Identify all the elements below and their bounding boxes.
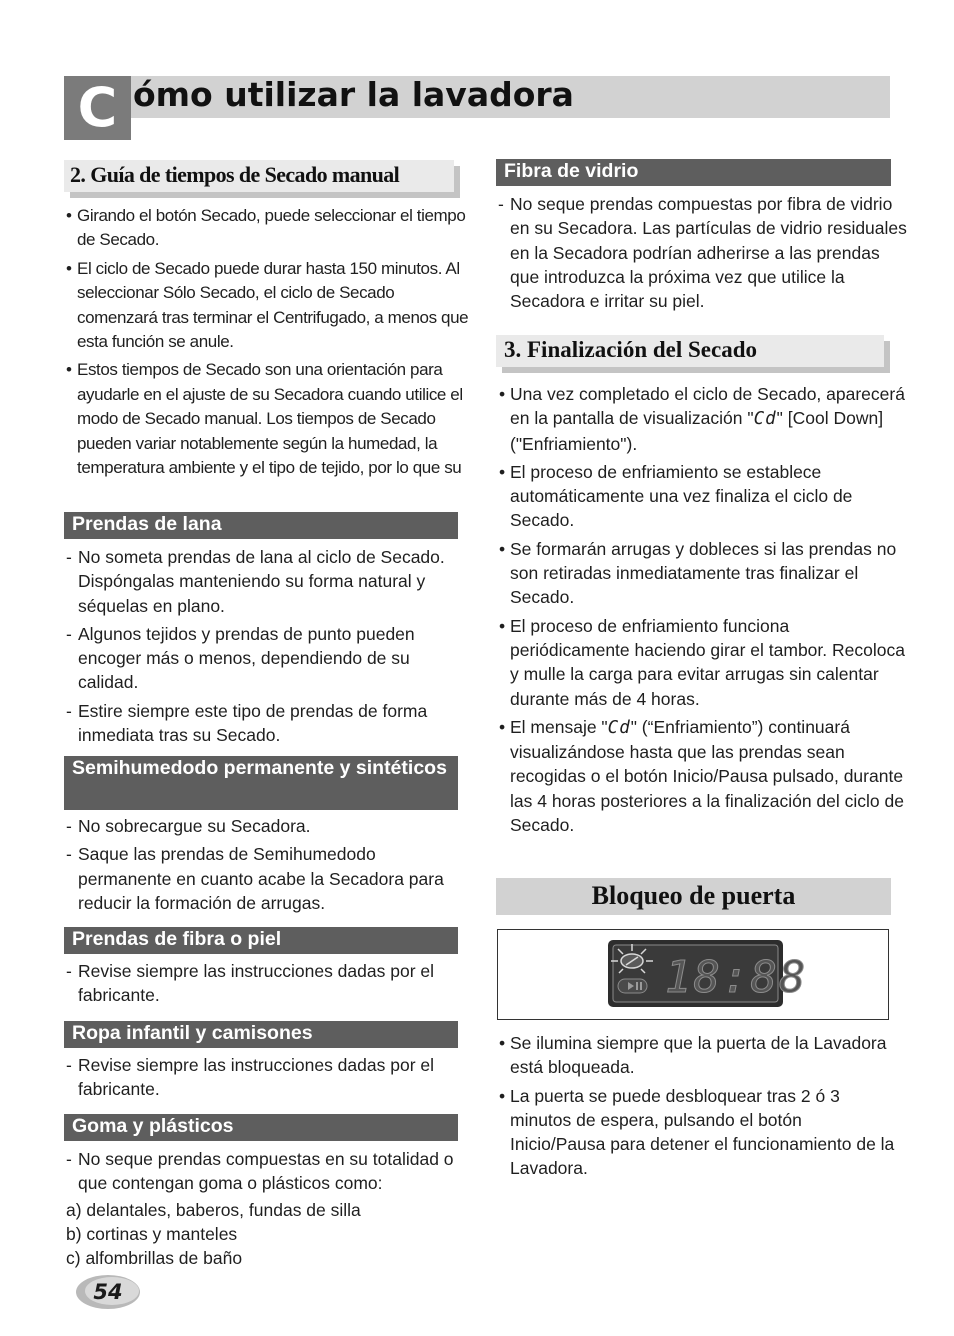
ropa-infantil-list bbox=[66, 1053, 466, 1106]
sub-item: c) alfombrillas de baño bbox=[66, 1248, 243, 1269]
title-initial-cap: C bbox=[64, 76, 131, 140]
bloqueo-bullets bbox=[499, 1031, 899, 1185]
section-3-bullets bbox=[499, 382, 909, 841]
list-item: • Estos tiempos de Secado son una orientación para ayudarle en el ajuste de su Secadora cuando utilice el modo de Secado manual. Los tiempos de Secado pueden variar notablemente según la humedad, la temperatura ambiente y el tipo de tejido, por lo que su bbox=[66, 360, 463, 478]
list-item: • El proceso de enfriamiento funciona periódicamente haciendo girar el tambor. Recoloca y mulle la carga para evitar arrugas sin calentar durante más de 4 horas. bbox=[499, 615, 905, 709]
page-number: 54 bbox=[93, 1280, 123, 1304]
cd-code: Cd bbox=[753, 409, 777, 430]
list-item: - Estire siempre este tipo de prendas de forma inmediata tras su Secado. bbox=[66, 700, 428, 746]
page-title: ómo utilizar la lavadora bbox=[133, 75, 574, 114]
list-item: • El ciclo de Secado puede durar hasta 150 minutos. Al seleccionar Sólo Secado, el ciclo de Secado comenzará tras terminar el Centrifugado, a menos que esta función se anule. bbox=[66, 258, 469, 352]
subheading-goma-plasticos: Goma y plásticos bbox=[64, 1114, 458, 1141]
list-item: • Una vez completado el ciclo de Secado, aparecerá en la pantalla de visualización "Cd" [Cool Down] ("Enfriamiento"). bbox=[499, 384, 905, 454]
start-pause-indicator-icon bbox=[618, 979, 647, 993]
list-item: - Saque las prendas de Semihumedodo permanente en cuanto acabe la Secadora para reducir la formación de arrugas. bbox=[66, 844, 444, 913]
subheading-ropa-infantil: Ropa infantil y camisones bbox=[64, 1021, 458, 1048]
sub-item: a) delantales, baberos, fundas de silla bbox=[66, 1199, 361, 1220]
list-item: - Revise siempre las instrucciones dadas por el fabricante. bbox=[66, 961, 434, 1006]
goma-plasticos-list bbox=[66, 1147, 478, 1270]
display-screen bbox=[608, 940, 808, 1007]
list-item: - Algunos tejidos y prendas de punto pueden encoger más o menos, dependiendo de su calidad. bbox=[66, 623, 415, 693]
list-item: - Revise siempre las instrucciones dadas por el fabricante. bbox=[66, 1055, 434, 1100]
cd-code: Cd bbox=[607, 717, 631, 738]
semihumedo-list bbox=[66, 814, 466, 919]
list-item: • Se ilumina siempre que la puerta de la Lavadora está bloqueada. bbox=[499, 1033, 887, 1078]
list-item: • El mensaje "Cd" (“Enfriamiento”) continuará visualizándose hasta que las prendas sean recogidas o el botón Inicio/Pausa pulsado, durante las 4 horas posteriores a la finalización del ciclo de Secado. bbox=[499, 716, 904, 836]
list-item: - No seque prendas compuestas por fibra de vidrio en su Secadora. Las partículas de vidrio residuales en la Secadora podrían adherirse a las prendas que introduzca la próxima vez que utilice la Secadora e irritar su piel. bbox=[498, 194, 907, 312]
door-lock-display-icon bbox=[608, 940, 808, 1007]
fibra-piel-list bbox=[66, 959, 466, 1012]
list-item: • Se formarán arrugas y dobleces si las prendas no son retiradas inmediatamente tras finalizar el Secado. bbox=[499, 538, 897, 608]
list-item: - No someta prendas de lana al ciclo de Secado. Dispóngalas manteniendo su forma natural y séquelas en plano. bbox=[66, 547, 445, 616]
section-3-heading: 3. Finalización del Secado bbox=[496, 335, 884, 367]
subheading-semihumedo: Semihumedodo permanente y sintéticos bbox=[64, 756, 458, 810]
subheading-fibra-vidrio: Fibra de vidrio bbox=[496, 159, 891, 186]
list-item: • La puerta se puede desbloquear tras 2 ó 3 minutos de espera, pulsando el botón Inicio/Pausa para detener el funcionamiento de la Lavadora. bbox=[499, 1085, 895, 1179]
section-2-heading: 2. Guía de tiempos de Secado manual bbox=[64, 160, 454, 192]
bloqueo-puerta-heading: Bloqueo de puerta bbox=[496, 878, 891, 915]
fibra-vidrio-list bbox=[498, 192, 913, 317]
subheading-fibra-piel: Prendas de fibra o piel bbox=[64, 927, 458, 954]
list-item: • El proceso de enfriamiento se establece automáticamente una vez finaliza el ciclo de Secado. bbox=[499, 461, 853, 531]
prendas-lana-list bbox=[66, 545, 466, 751]
list-item: - No seque prendas compuestas en su totalidad o que contengan goma o plásticos como: bbox=[66, 1149, 454, 1194]
display-digits: 18:88 bbox=[665, 952, 808, 1003]
sub-item: b) cortinas y manteles bbox=[66, 1223, 238, 1244]
section-2-bullets bbox=[66, 204, 471, 484]
list-item: - No sobrecargue su Secadora. bbox=[66, 816, 311, 836]
subheading-prendas-lana: Prendas de lana bbox=[64, 512, 458, 539]
list-item: • Girando el botón Secado, puede seleccionar el tiempo de Secado. bbox=[66, 206, 466, 250]
